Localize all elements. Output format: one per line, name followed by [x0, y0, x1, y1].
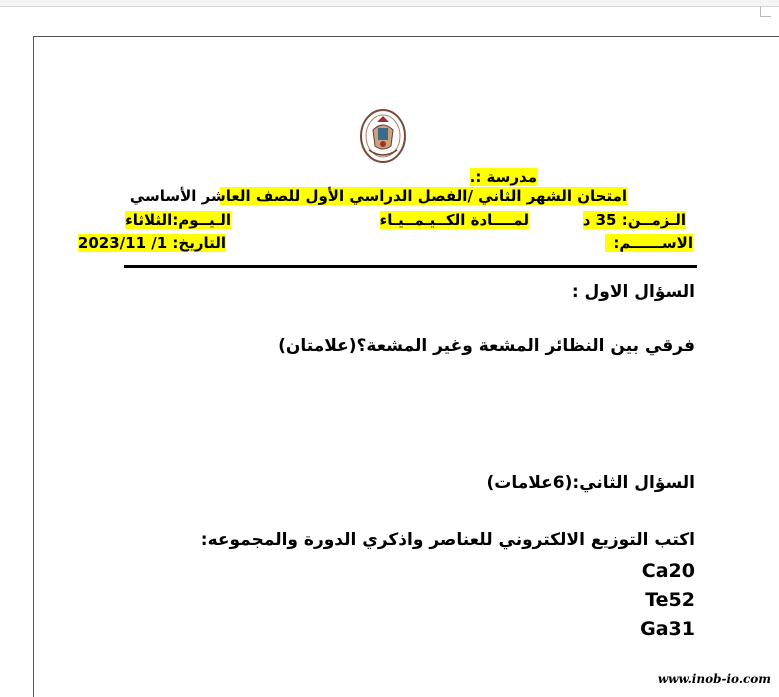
window-top-strip: [0, 0, 779, 7]
school-name: مدرسة :.: [469, 168, 537, 186]
footer-watermark: www.inob-io.com: [657, 672, 771, 686]
exam-date: التاريخ: 1/ 2023/11: [77, 234, 226, 252]
exam-day: الـيــوم:الثلاثاء: [125, 211, 231, 229]
question-1-title: السؤال الاول :: [571, 282, 695, 302]
exam-title: امتحان الشهر الثاني /الفصل الدراسي الأول للصف العاشر الأساسي: [129, 187, 627, 205]
element-te: Te52: [645, 589, 695, 611]
ministry-emblem-logo: [359, 106, 407, 164]
question-2-text: اكتب التوزيع الالكتروني للعناصر واذكري الدورة والمجموعه:: [200, 530, 695, 550]
element-ca: Ca20: [641, 560, 695, 582]
header-divider: [124, 265, 697, 268]
student-name-label: الاســــــم:: [605, 234, 693, 252]
element-ga: Ga31: [640, 618, 695, 640]
question-1-text: فرقي بين النظائر المشعة وغير المشعة؟(علامتان): [278, 336, 695, 356]
question-2-title: السؤال الثاني:(6علامات): [486, 473, 695, 493]
exam-subject: لمــــادة الكــيـمــيـاء: [379, 211, 529, 229]
page-corner-mark: [760, 6, 771, 17]
exam-time: الـزمــن: 35 د: [582, 211, 686, 229]
